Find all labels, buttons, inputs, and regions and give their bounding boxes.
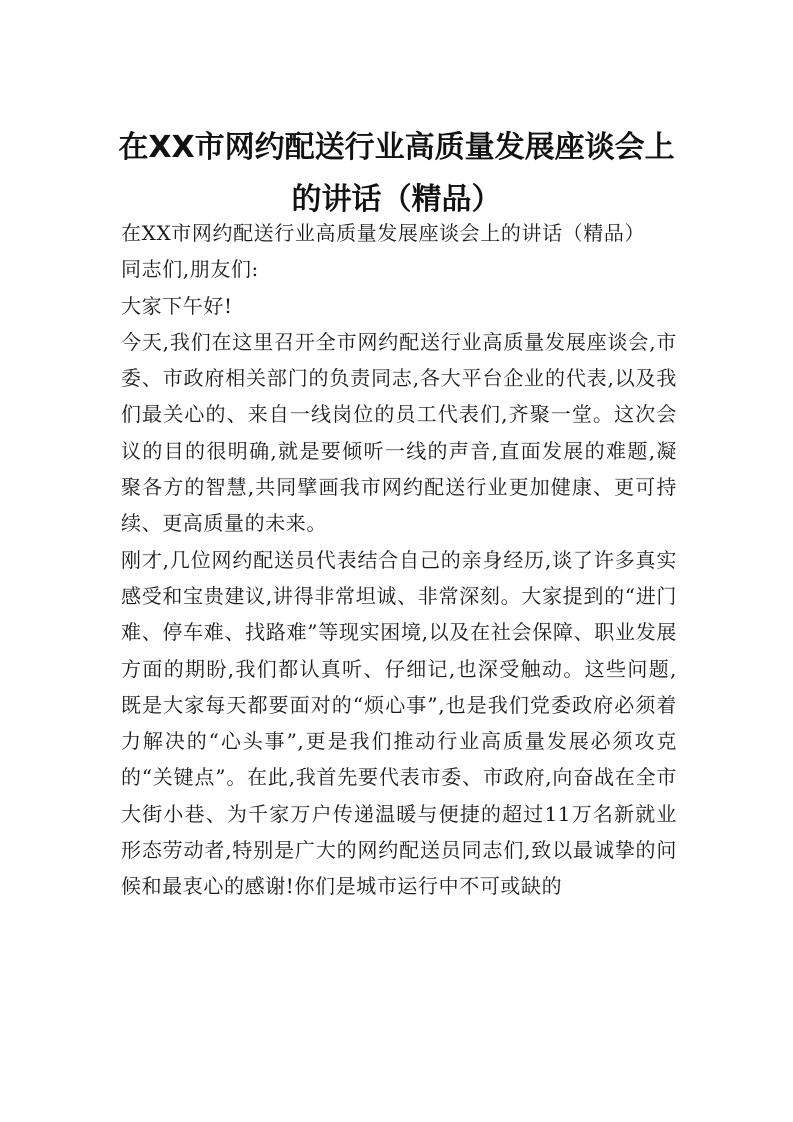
- document-title-line-2: 的讲话（精品）: [291, 182, 502, 217]
- document-body: [121, 215, 677, 905]
- document-title-line-1: 在XX市网约配送行业高质量发展座谈会上: [118, 130, 675, 165]
- paragraph-opening: 今天,我们在这里召开全市网约配送行业高质量发展座谈会,市委、市政府相关部门的负责同志,各大平台企业的代表,以及我们最关心的、来自一线岗位的员工代表们,齐聚一堂。这次会议的目的很明确,就是要倾听一线的声音,直面发展的难题,凝聚各方的智慧,共同擘画我市网约配送行业更加健康、更可持续、更高质量的未来。: [121, 329, 677, 536]
- paragraph-salutation: 同志们,朋友们:: [121, 257, 259, 282]
- paragraph-thanks: 刚才,几位网约配送员代表结合自己的亲身经历,谈了许多真实感受和宝贵建议,讲得非常坦诚、非常深刻。大家提到的“进门难、停车难、找路难”等现实困境,以及在社会保障、职业发展方面的期盼,我们都认真听、仔细记,也深受触动。这些问题,既是大家每天都要面对的“烦心事”,也是我们党委政府必须着力解决的“心头事”,更是我们推动行业高质量发展必须攻克的“关键点”。在此,我首先要代表市委、市政府,向奋战在全市大街小巷、为千家万户传递温暖与便捷的超过11万名新就业形态劳动者,特别是广大的网约配送员同志们,致以最诚挚的问候和最衷心的感谢!你们是城市运行中不可或缺的: [121, 547, 677, 899]
- paragraph-greeting: 大家下午好!: [121, 293, 233, 318]
- document-title: [110, 122, 683, 226]
- paragraph-heading-repeat: 在XX市网约配送行业高质量发展座谈会上的讲话（精品）: [121, 221, 646, 245]
